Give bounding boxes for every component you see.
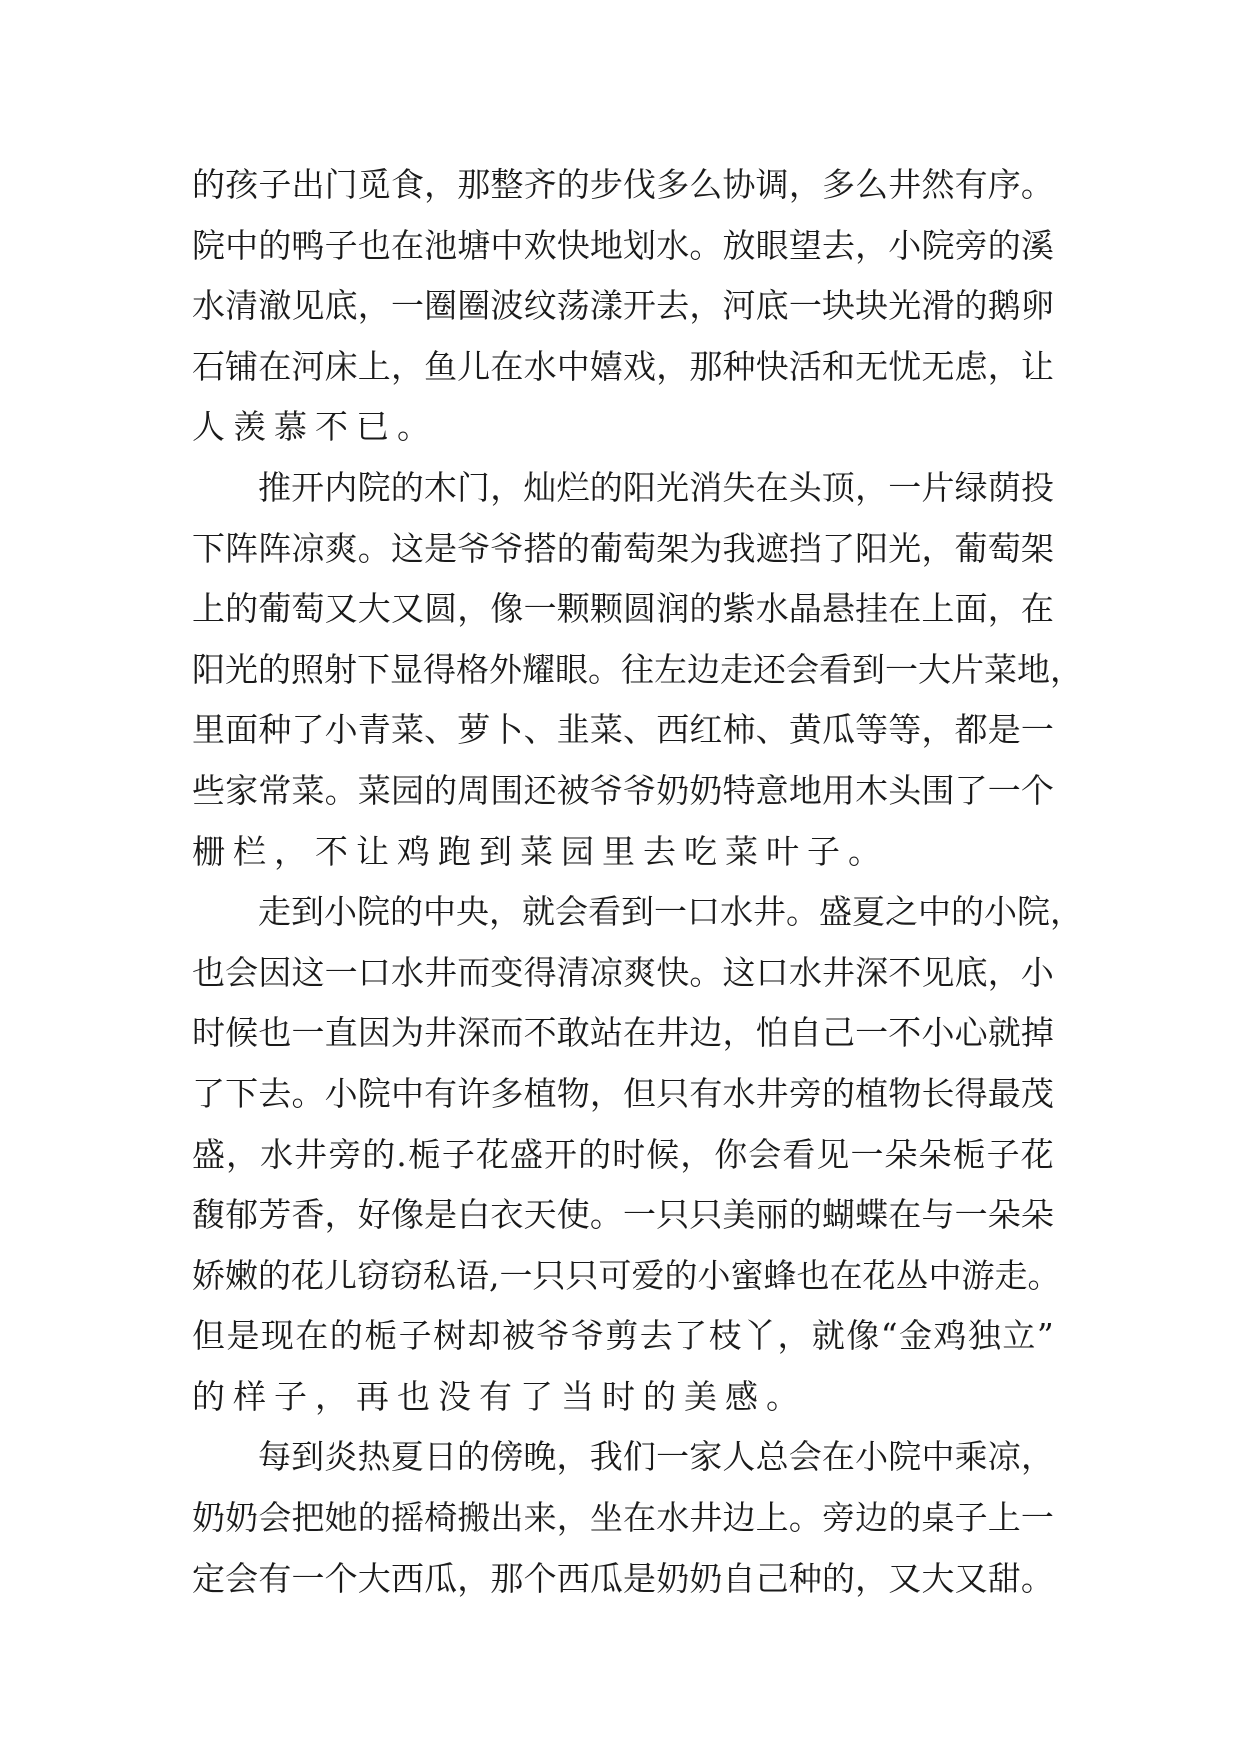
- line-text: 每 到 炎 热 夏 日 的 傍 晚 ， 我 们 一 家 人 总 会 在 小 院 中 乘 凉 ，: [258, 1437, 1054, 1477]
- text-line: [192, 465, 1054, 526]
- line-text: 院 中 的 鸭 子 也 在 池 塘 中 欢 快 地 划 水 。 放 眼 望 去 ， 小 院 旁 的 溪: [192, 225, 1054, 265]
- line-text: 的样子，再也没有了当时的美感。: [192, 1376, 807, 1416]
- text-line: [192, 829, 1054, 890]
- line-text: 里 面 种 了 小 青 菜 、 萝 卜 、 韭 菜 、 西 红 柿 、 黄 瓜 等 等 ， 都 是 一: [192, 710, 1054, 750]
- text-line: [192, 344, 1054, 405]
- line-text: 些 家 常 菜 。 菜 园 的 周 围 还 被 爷 爷 奶 奶 特 意 地 用 木 头 围 了 一 个: [192, 770, 1054, 810]
- text-line: [192, 283, 1054, 344]
- text-line: [192, 889, 1083, 950]
- text-line: [192, 223, 1054, 284]
- text-line: [192, 768, 1054, 829]
- text-line: [192, 950, 1054, 1011]
- text-line: [192, 404, 1054, 465]
- line-text: 的 孩 子 出 门 觅 食 ， 那 整 齐 的 步 伐 多 么 协 调 ， 多 么 井 然 有 序 。: [192, 165, 1054, 204]
- line-text: 奶 奶 会 把 她 的 摇 椅 搬 出 来 ， 坐 在 水 井 边 上 。 旁 边 的 桌 子 上 一: [192, 1498, 1054, 1538]
- line-text: 定 会 有 一 个 大 西 瓜 ， 那 个 西 瓜 是 奶 奶 自 己 种 的 ， 又 大 又 甜 。: [192, 1558, 1054, 1598]
- line-text: 走 到 小 院 的 中 央 ， 就 会 看 到 一 口 水 井 。 盛 夏 之 中 的 小 院 ，: [258, 892, 1083, 932]
- text-line: [192, 647, 1083, 708]
- line-text: 栅栏，不让鸡跑到菜园里去吃菜叶子。: [192, 831, 889, 871]
- text-line: [192, 1374, 1054, 1435]
- line-text: 了 下 去 。 小 院 中 有 许 多 植 物 ， 但 只 有 水 井 旁 的 植 物 长 得 最 茂: [192, 1073, 1054, 1113]
- text-line: [192, 1434, 1054, 1495]
- line-text: 推 开 内 院 的 木 门 ， 灿 烂 的 阳 光 消 失 在 头 顶 ， 一 片 绿 荫 投: [258, 467, 1054, 507]
- line-text: 阳 光 的 照 射 下 显 得 格 外 耀 眼 。 往 左 边 走 还 会 看 到 一 大 片 菜 地 ，: [192, 649, 1083, 689]
- line-text: 馥 郁 芳 香 ， 好 像 是 白 衣 天 使 。 一 只 只 美 丽 的 蝴 蝶 在 与 一 朵 朵: [192, 1195, 1054, 1235]
- line-text: 娇 嫩 的 花 儿 窃 窃 私 语 , 一 只 只 可 爱 的 小 蜜 蜂 也 在 花 丛 中 游 走 。: [192, 1255, 1061, 1295]
- line-text: 盛 ， 水 井 旁 的 . 栀 子 花 盛 开 的 时 候 ， 你 会 看 见 一 朵 朵 栀 子 花: [192, 1134, 1054, 1174]
- text-line: [192, 1556, 1054, 1617]
- line-text: 石 铺 在 河 床 上 ， 鱼 儿 在 水 中 嬉 戏 ， 那 种 快 活 和 无 忧 无 虑 ， 让: [192, 346, 1054, 386]
- text-line: [192, 526, 1054, 587]
- text-line: [192, 586, 1054, 647]
- text-line: [192, 162, 1054, 223]
- line-text: 上 的 葡 萄 又 大 又 圆 ， 像 一 颗 颗 圆 润 的 紫 水 晶 悬 挂 在 上 面 ， 在: [192, 589, 1054, 629]
- line-text: 下 阵 阵 凉 爽 。 这 是 爷 爷 搭 的 葡 萄 架 为 我 遮 挡 了 阳 光 ， 葡 萄 架: [192, 528, 1054, 568]
- line-text: 人羡慕不已。: [192, 407, 438, 447]
- text-line: [192, 707, 1054, 768]
- body-text: [192, 162, 1083, 1616]
- text-line: [192, 1010, 1054, 1071]
- line-text: 水 清 澈 见 底 ， 一 圈 圈 波 纹 荡 漾 开 去 ， 河 底 一 块 块 光 滑 的 鹅 卵: [192, 286, 1054, 326]
- text-line: [192, 1313, 1054, 1374]
- text-line: [192, 1495, 1054, 1556]
- text-line: [192, 1071, 1054, 1132]
- line-text: 也 会 因 这 一 口 水 井 而 变 得 清 凉 爽 快 。 这 口 水 井 深 不 见 底 ， 小: [192, 952, 1054, 992]
- text-line: [192, 1253, 1061, 1314]
- line-text: 但 是 现 在 的 栀 子 树 却 被 爷 爷 剪 去 了 枝 丫 ， 就 像 “ 金 鸡 独 立 ”: [192, 1316, 1054, 1356]
- text-line: [192, 1132, 1054, 1193]
- line-text: 时 候 也 一 直 因 为 井 深 而 不 敢 站 在 井 边 ， 怕 自 己 一 不 小 心 就 掉: [192, 1013, 1054, 1053]
- text-line: [192, 1192, 1054, 1253]
